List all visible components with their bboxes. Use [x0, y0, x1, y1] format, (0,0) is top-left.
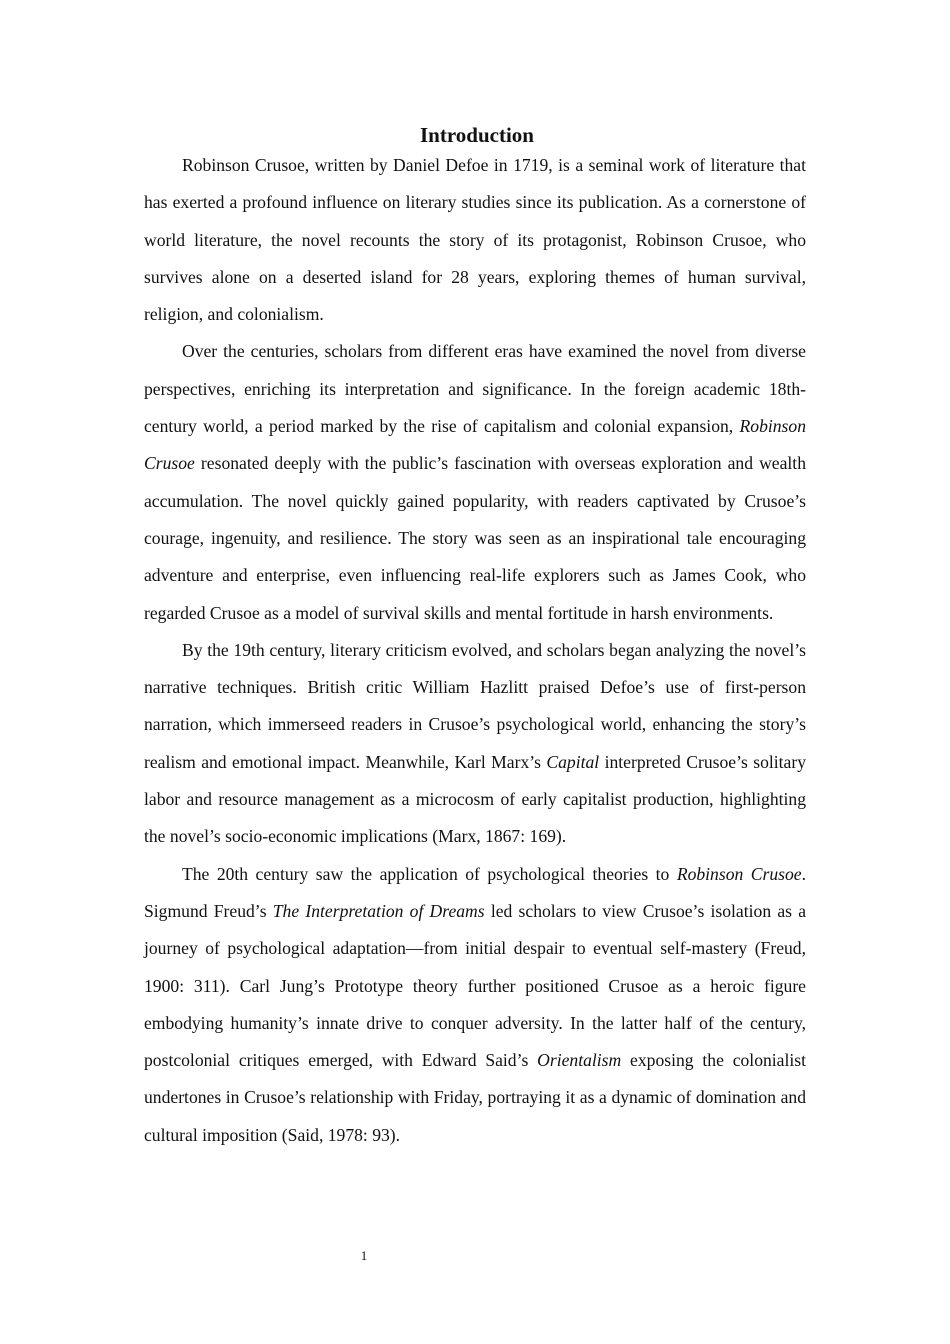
document-title: Introduction [420, 123, 534, 147]
book-title-interpretation-of-dreams: The Interpretation of Dreams [272, 900, 485, 921]
paragraph-3 [144, 632, 806, 856]
book-title-capital: Capital [546, 751, 600, 772]
paragraph-1 [144, 147, 806, 333]
book-title-robinson-crusoe: Robinson Crusoe [676, 863, 802, 884]
paragraph-3-text: By the 19th century, literary criticism evolved, and scholars began analyzing the novel’s narrative techniques. British critic William Hazlitt praised Defoe’s use of first-person narration, which immerseed readers in Crusoe’s psychological world, enhancing the story’s realism and emotional impact. Meanwhile, Karl Marx’s [144, 639, 806, 772]
paragraph-2 [144, 333, 806, 631]
paragraph-4-text-cont: . Sigmund Freud’s [144, 863, 806, 921]
paragraph-1-text: Robinson Crusoe, written by Daniel Defoe in 1719, is a seminal work of literature that has exerted a profound influence on literary studies since its publication. As a cornerstone of world literature, the novel recounts the story of its protagonist, Robinson Crusoe, who survives alone on a deserted island for 28 years, exploring themes of human survival, religion, and colonialism. [144, 155, 806, 325]
paragraph-4 [144, 856, 806, 1154]
document-body [144, 120, 806, 1154]
page-number: 1 [360, 1248, 368, 1263]
book-title-orientalism: Orientalism [537, 1050, 622, 1071]
paragraph-4-text-cont: led scholars to view Crusoe’s isolation as a journey of psychological adaptation—from initial despair to eventual self-mastery (Freud, 1900: 311). Carl Jung’s Prototype theory further positioned Crusoe as a heroic figure embodying humanity’s innate drive to conquer adversity. In the latter half of the century, postcolonial critiques emerged, with Edward Said’s [144, 900, 807, 1071]
paragraph-3-text-cont: interpreted Crusoe’s solitary labor and resource management as a microcosm of early capitalist production, highlighting the novel’s socio-economic implications (Marx, 1867: 169). [144, 751, 806, 847]
book-title-robinson-crusoe: Robinson Crusoe [144, 416, 806, 474]
paragraph-4-text-end: exposing the colonialist undertones in Crusoe’s relationship with Friday, portraying it as a dynamic of domination and cultural imposition (Said, 1978: 93). [144, 1050, 806, 1145]
paragraph-2-text: Over the centuries, scholars from different eras have examined the novel from diverse perspectives, enriching its interpretation and significance. In the foreign academic 18th-century world, a period marked by the rise of capitalism and colonial expansion, [144, 341, 806, 437]
paragraph-2-text-cont: resonated deeply with the public’s fascination with overseas exploration and wealth accumulation. The novel quickly gained popularity, with readers captivated by Crusoe’s courage, ingenuity, and resilience. The story was seen as an inspirational tale encouraging adventure and enterprise, even influencing real-life explorers such as James Cook, who regarded Crusoe as a model of survival skills and mental fortitude in harsh environments. [144, 453, 806, 623]
paragraph-4-text: The 20th century saw the application of psychological theories to [182, 863, 677, 884]
